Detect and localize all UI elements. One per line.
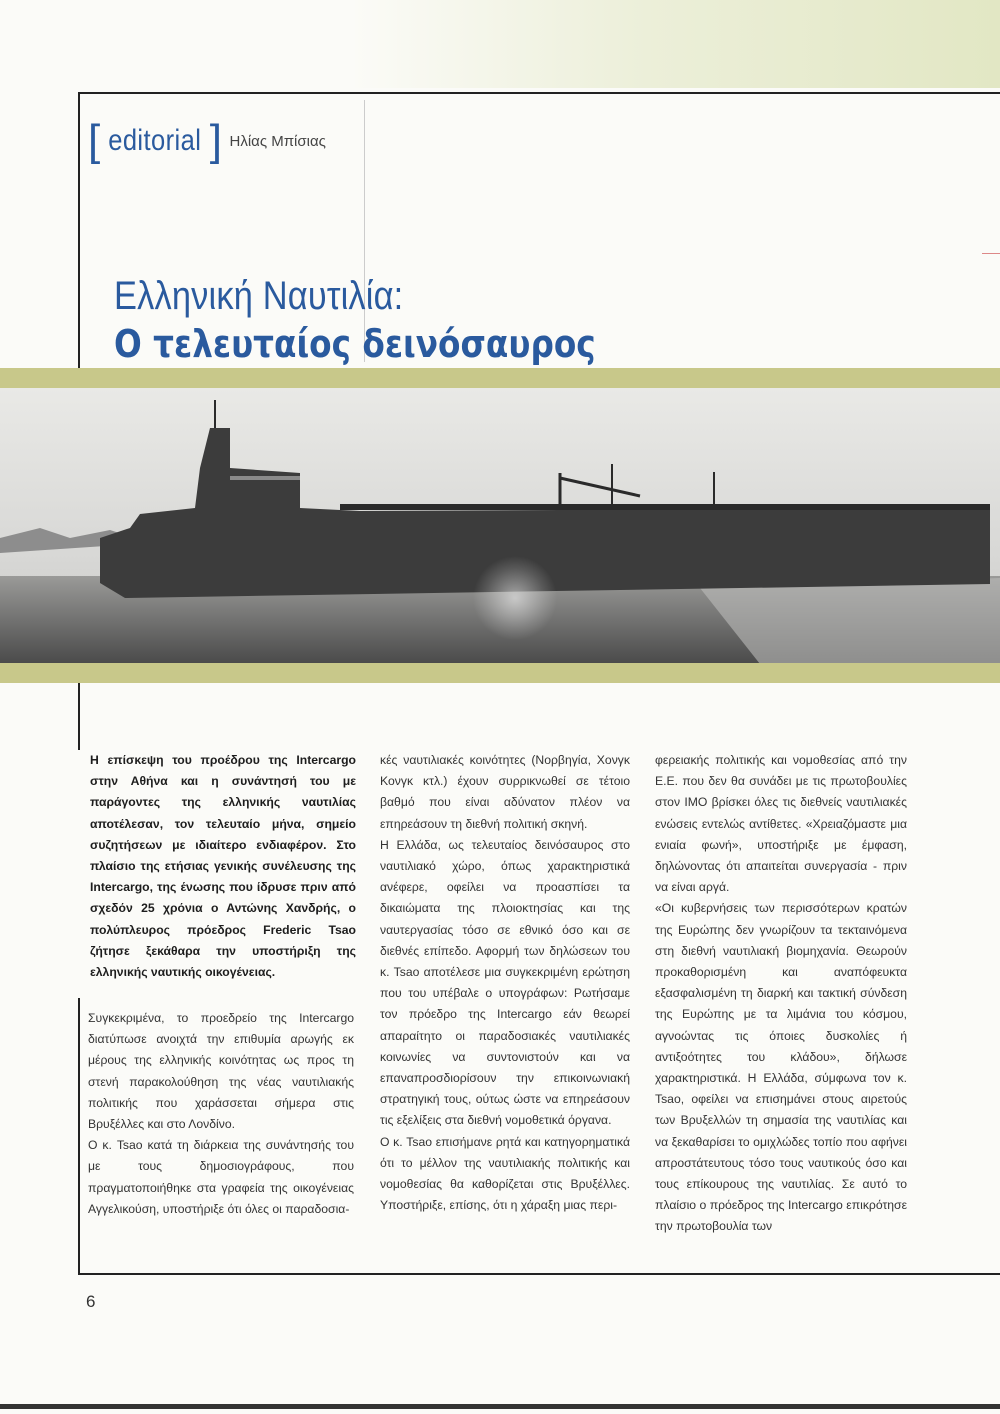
title-line-2: Ο τελευταίος δεινόσαυρος <box>114 322 596 366</box>
lead-text: Η επίσκεψη του προέδρου της Intercargo στην Αθήνα και η συνάντησή του με παράγοντες της ελληνικής ναυτιλίας αποτέλεσαν, τον τελευταίο μήνα, σημείο συζητήσεων με ιδιαίτερο ενδιαφέρον. Στο πλαίσιο της ετήσιας γενικής συνέλευσης της Intercargo, της ένωσης που ίδρυσε πριν από σχεδόν 25 χρόνια ο Αντώνης Χανδρής, ο πολύπλευρος πρόεδρος Frederic Tsao ζήτησε ξεκάθαρα την υποστήριξη της ελληνικής ναυτικής οικογένειας. <box>90 753 356 980</box>
section-kicker <box>88 116 326 166</box>
paragraph: Ο κ. Tsao κατά τη διάρκεια της συνάντησής του με τους δημοσιογράφους, που πραγματοποιήθηκε στα γραφεία της οικογένειας Αγγελικούση, υποστήριξε ότι όλες οι παραδοσια- <box>88 1138 354 1216</box>
text-column-1 <box>88 1008 354 1220</box>
section-label: editorial <box>108 124 202 157</box>
paragraph: Η Ελλάδα, ως τελευταίος δεινόσαυρος στο ναυτιλιακό χώρο, όπως χαρακτηριστικά ανέφερε, οφείλει να προασπίσει τα δικαιώματα της πλοιοκτησίας και της ναυτεργασίας τόσο σε εθνικό όσο και σε διεθνές επίπεδο. Αφορμή των δηλώσεων του κ. Tsao αποτέλεσε μια συγκεκριμένη ερώτηση που του υπέβαλε ο υπογράφων: Ρωτήσαμε τον πρόεδρο της Intercargo εάν θεωρεί απαραίτητο οι παραδοσιακές ναυτιλιακές κοινωνίες να συντονιστούν και να επαναπροσδιορίσουν την επικοινωνιακή στρατηγική τους, ούτως ώστε να επηρεάσουν τις εξελίξεις στα διεθνή νομοθετικά όργανα. <box>380 837 630 1128</box>
frame-left-rule <box>78 92 80 1274</box>
author-name: Ηλίας Μπίσιας <box>229 132 326 150</box>
paragraph: κές ναυτιλιακές κοινότητες (Νορβηγία, Χονγκ Κονγκ κτλ.) έχουν συρρικνωθεί σε τέτοιο βαθμό που είναι αδύνατον πλέον να επηρεάσουν τη διεθνή πολιτική σκηνή. <box>380 753 630 831</box>
paragraph: «Οι κυβερνήσεις των περισσότερων κρατών της Ευρώπης δεν γνωρίζουν τα τεκταινόμενα στη διεθνή ναυτιλιακή βιομηχανία. Θεωρούν προκαθορισμένη και αναπόφευκτα εξασφαλισμένη τη διαρκή και τακτική σύνδεση της Ευρώπης με τα λιμάνια του κόσμου, αγνοώντας τις όποιες δυσκολίες ή αντιξοότητες του κλάδου», δήλωσε χαρακτηριστικά. Η Ελλάδα, σύμφωνα τον κ. Tsao, οφείλει να επισημάνει στους αιρετούς των Βρυξελλών τη σημασία της ναυτιλίας και να ξεκαθαρίσει το ομιχλώδες τοπίο που αφήνει απροστάτευτους τόσο τους ναυτικούς όσο και τους επίκουρους της ναυτιλίας. Σε αυτό το πλαίσιο ο πρόεδρος της Intercargo επικρότησε την πρωτοβουλία των <box>655 901 907 1234</box>
footer-rule <box>0 1404 1000 1409</box>
paragraph: Ο κ. Tsao επισήμανε ρητά και κατηγορηματικά ότι το μέλλον της ναυτιλιακής πολιτικής και νομοθεσίας θα καθορίζεται στις Βρυξέλλες. Υποστήριξε, επίσης, ότι η χάραξη μιας περι- <box>380 1134 630 1213</box>
title-line-1: Ελληνική Ναυτιλία: <box>114 274 404 318</box>
frame-top-rule <box>78 92 1000 94</box>
crop-mark <box>982 253 1000 254</box>
left-bracket: [ <box>88 116 101 165</box>
text-column-2 <box>380 750 630 1216</box>
photo-band-top <box>0 368 1000 388</box>
lead-paragraph <box>78 750 366 998</box>
paragraph: Συγκεκριμένα, το προεδρείο της Intercargo διατύπωσε ανοιχτά την επιθυμία αρωγής εκ μέρους της ελληνικής κοινότητας ως προς τη στενή παρακολούθηση της νέας ναυτιλιακής πολιτικής που χαράσσεται σήμερα στις Βρυξέλλες και στο Λονδίνο. <box>88 1011 354 1132</box>
page-number: 6 <box>86 1292 96 1311</box>
text-column-3 <box>655 750 907 1238</box>
frame-bottom-rule <box>78 1273 1000 1275</box>
right-bracket: ] <box>209 116 223 165</box>
photo-band-bottom <box>0 663 1000 683</box>
header-tint-band <box>355 0 1000 88</box>
ship-photo <box>0 388 1000 664</box>
paragraph: φερειακής πολιτικής και νομοθεσίας από την Ε.Ε. που δεν θα συνάδει με τις πρωτοβουλίες στον IMO βρίσκει όλες τις διεθνείς ναυτιλιακές ενώσεις εντελώς αντίθετες. «Χρειαζόμαστε μια ενιαία φωνή», υποστήριξε με έμφαση, δηλώνοντας ότι απαιτείται συνεργασία - πριν να είναι αργά. <box>655 753 907 895</box>
